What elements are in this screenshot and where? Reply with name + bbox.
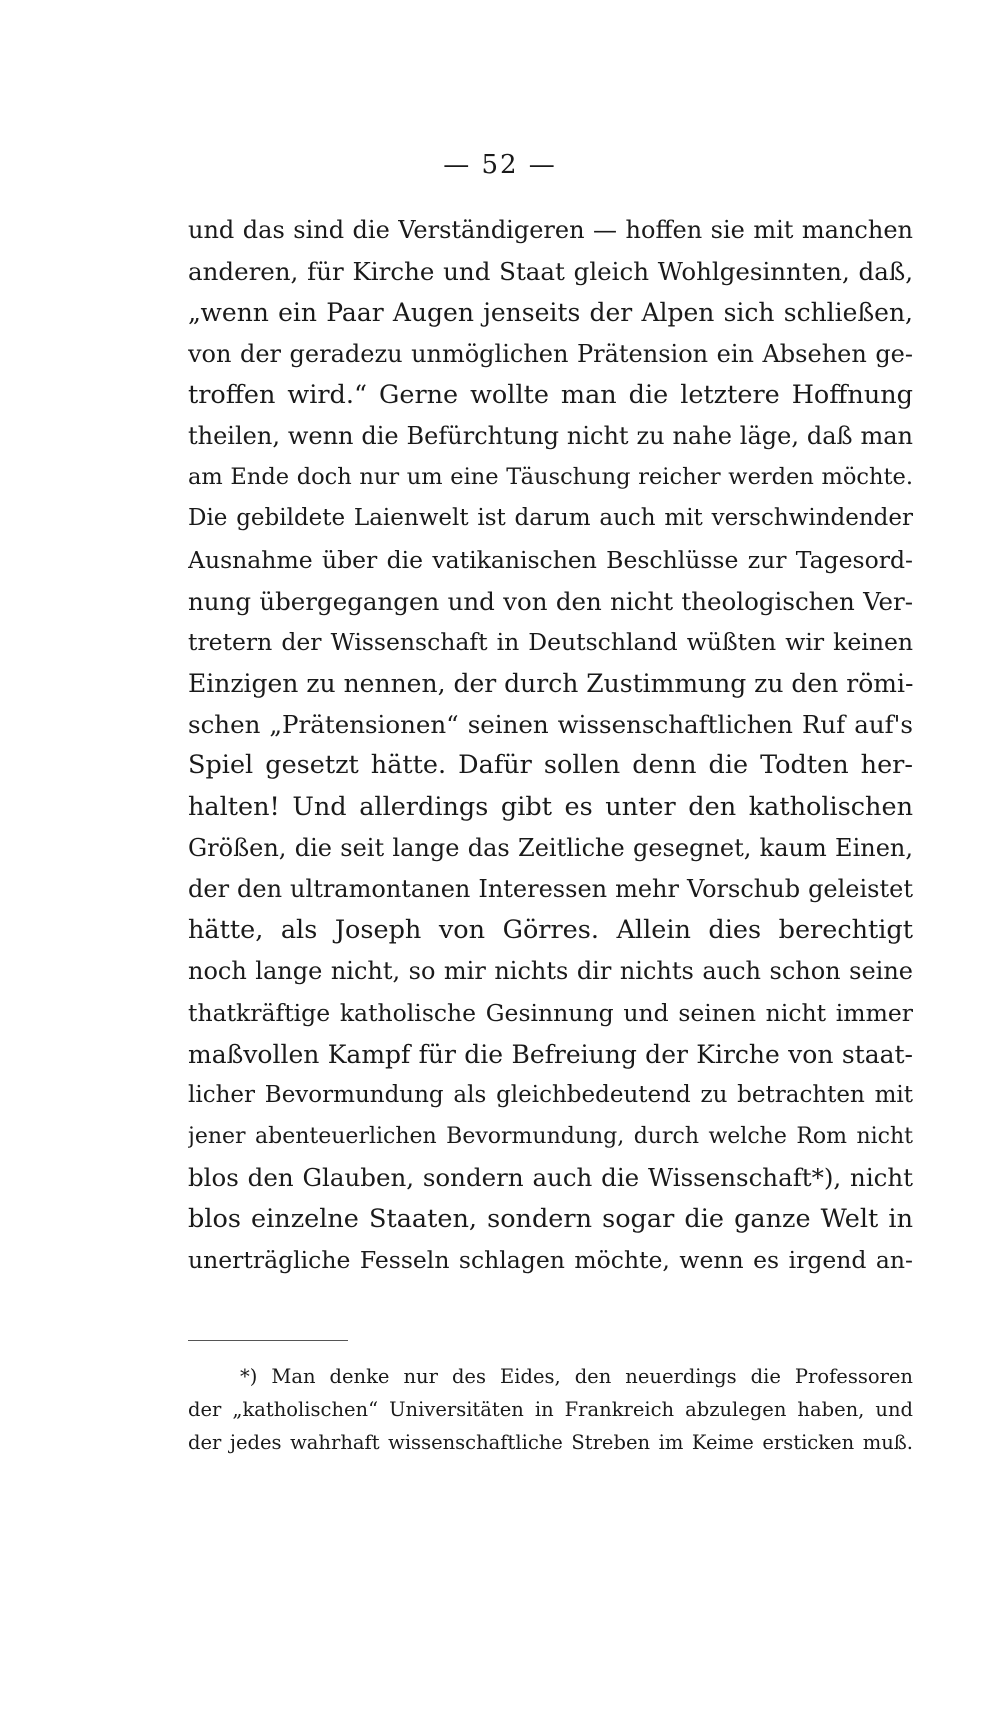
text-line: blos einzelne Staaten, sondern sogar die ganze Welt in — [188, 1203, 913, 1234]
body-text — [188, 210, 913, 1281]
footnote-divider — [188, 1340, 348, 1341]
text-line: nung übergegangen und von den nicht theologischen Ver- — [188, 586, 913, 616]
footnote-line: der „katholischen“ Universitäten in Frankreich abzulegen haben, und — [188, 1398, 913, 1421]
text-line: „wenn ein Paar Augen jenseits der Alpen sich schließen, — [188, 298, 913, 328]
text-line: Ausnahme über die vatikanischen Beschlüsse zur Tagesord- — [188, 545, 913, 574]
text-line: anderen, für Kirche und Staat gleich Wohlgesinnten, daß, — [188, 257, 913, 287]
text-line: thatkräftige katholische Gesinnung und seinen nicht immer — [188, 998, 913, 1027]
text-line: und das sind die Verständigeren — hoffen sie mit manchen — [188, 216, 913, 244]
text-line: hätte, als Joseph von Görres. Allein dies berechtigt — [188, 915, 913, 946]
text-line: blos den Glauben, sondern auch die Wissenschaft*), nicht — [188, 1163, 913, 1193]
text-line: Spiel gesetzt hätte. Dafür sollen denn die Todten her- — [188, 750, 913, 781]
text-line: theilen, wenn die Befürchtung nicht zu nahe läge, daß man — [188, 421, 913, 450]
footnote-line: *) Man denke nur des Eides, den neuerdings die Professoren — [240, 1365, 913, 1388]
text-line: am Ende doch nur um eine Täuschung reicher werden möchte. — [188, 464, 913, 491]
footnote-line: der jedes wahrhaft wissenschaftliche Streben im Keime ersticken muß. — [188, 1431, 913, 1454]
text-line: noch lange nicht, so mir nichts dir nichts auch schon seine — [188, 957, 913, 986]
text-line: Größen, die seit lange das Zeitliche gesegnet, kaum Einen, — [188, 833, 913, 862]
text-line: jener abenteuerlichen Bevormundung, durch welche Rom nicht — [188, 1124, 913, 1150]
text-line: schen „Prätensionen“ seinen wissenschaftlichen Ruf auf's — [188, 710, 913, 740]
text-line: licher Bevormundung als gleichbedeutend zu betrachten mit — [188, 1081, 913, 1108]
text-line: maßvollen Kampf für die Befreiung der Kirche von staat- — [188, 1039, 913, 1069]
text-line: Die gebildete Laienwelt ist darum auch mit verschwindender — [188, 505, 913, 532]
text-line: Einzigen zu nennen, der durch Zustimmung zu den römi- — [188, 669, 913, 699]
text-line: der den ultramontanen Interessen mehr Vorschub geleistet — [188, 875, 913, 903]
text-line: von der geradezu unmöglichen Prätension ein Absehen ge- — [188, 339, 913, 368]
text-line: tretern der Wissenschaft in Deutschland wüßten wir keinen — [188, 627, 913, 656]
text-line: unerträgliche Fesseln schlagen möchte, wenn es irgend an- — [188, 1245, 913, 1274]
footnote — [188, 1360, 913, 1459]
text-line: troffen wird.“ Gerne wollte man die letztere Hoffnung — [188, 379, 913, 410]
page-number: — 52 — — [443, 150, 557, 180]
text-line: halten! Und allerdings gibt es unter den katholischen — [188, 791, 913, 822]
